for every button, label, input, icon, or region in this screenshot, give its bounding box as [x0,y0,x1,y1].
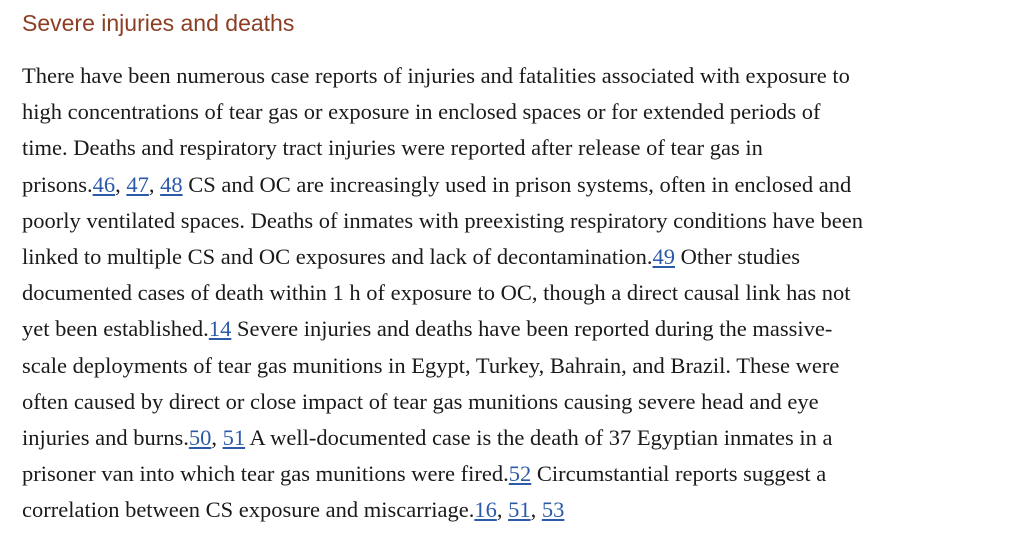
paragraph-text: , [496,497,509,523]
paragraph-text: often caused by direct or close impact of tear gas munitions causing severe head and eye [22,388,819,414]
citation-link-52[interactable]: 52 [508,461,532,487]
citation-link-46[interactable]: 46 [92,171,116,197]
citation-link-16[interactable]: 16 [474,497,497,523]
paragraph-text: time. Deaths and respiratory tract injuries were reported after release of tear gas in [22,135,763,161]
paragraph-text: , [211,425,223,451]
citation-link-49[interactable]: 49 [652,244,676,270]
paragraph-text: linked to multiple CS and OC exposures and lack of decontamination. [22,244,653,270]
paragraph-text: Circumstantial reports suggest a [531,461,827,487]
section-heading: Severe injuries and deaths [22,10,295,36]
paragraph-text: high concentrations of tear gas or exposure in enclosed spaces or for extended periods of [22,99,821,125]
paragraph-text: , [115,171,127,197]
paragraph-text: prisons. [22,171,93,197]
paragraph-text: Severe injuries and deaths have been reported during the massive- [231,316,833,342]
paragraph-text: prisoner van into which tear gas munitions were fired. [22,461,509,487]
paragraph-text: There have been numerous case reports of injuries and fatalities associated with exposure to [22,63,850,88]
citation-link-51[interactable]: 51 [222,425,246,451]
paragraph-text: CS and OC are increasingly used in prison systems, often in enclosed and [182,171,852,197]
citation-link-50[interactable]: 50 [188,425,212,451]
paragraph-text: , [530,497,542,523]
paragraph-text: injuries and burns. [22,425,189,451]
citation-link-51[interactable]: 51 [508,497,531,523]
citation-link-48[interactable]: 48 [160,171,183,197]
paragraph-text: yet been established. [22,316,209,342]
paragraph-text: scale deployments of tear gas munitions in Egypt, Turkey, Bahrain, and Brazil. These were [22,352,840,378]
citation-link-14[interactable]: 14 [208,316,232,342]
paragraph-text: , [148,171,161,197]
paragraph-text: Other studies [675,244,800,270]
paragraph-text: A well-documented case is the death of 37 Egyptian inmates in a [245,425,833,451]
citation-link-53[interactable]: 53 [541,497,565,523]
body-paragraph [22,58,1012,529]
paragraph-text: poorly ventilated spaces. Deaths of inmates with preexisting respiratory conditions have been [22,207,864,233]
paragraph-text: documented cases of death within 1 h of exposure to OC, though a direct causal link has not [22,280,851,306]
paragraph-text: correlation between CS exposure and miscarriage. [22,497,475,523]
citation-link-47[interactable]: 47 [126,171,149,197]
article-section [22,0,1012,529]
